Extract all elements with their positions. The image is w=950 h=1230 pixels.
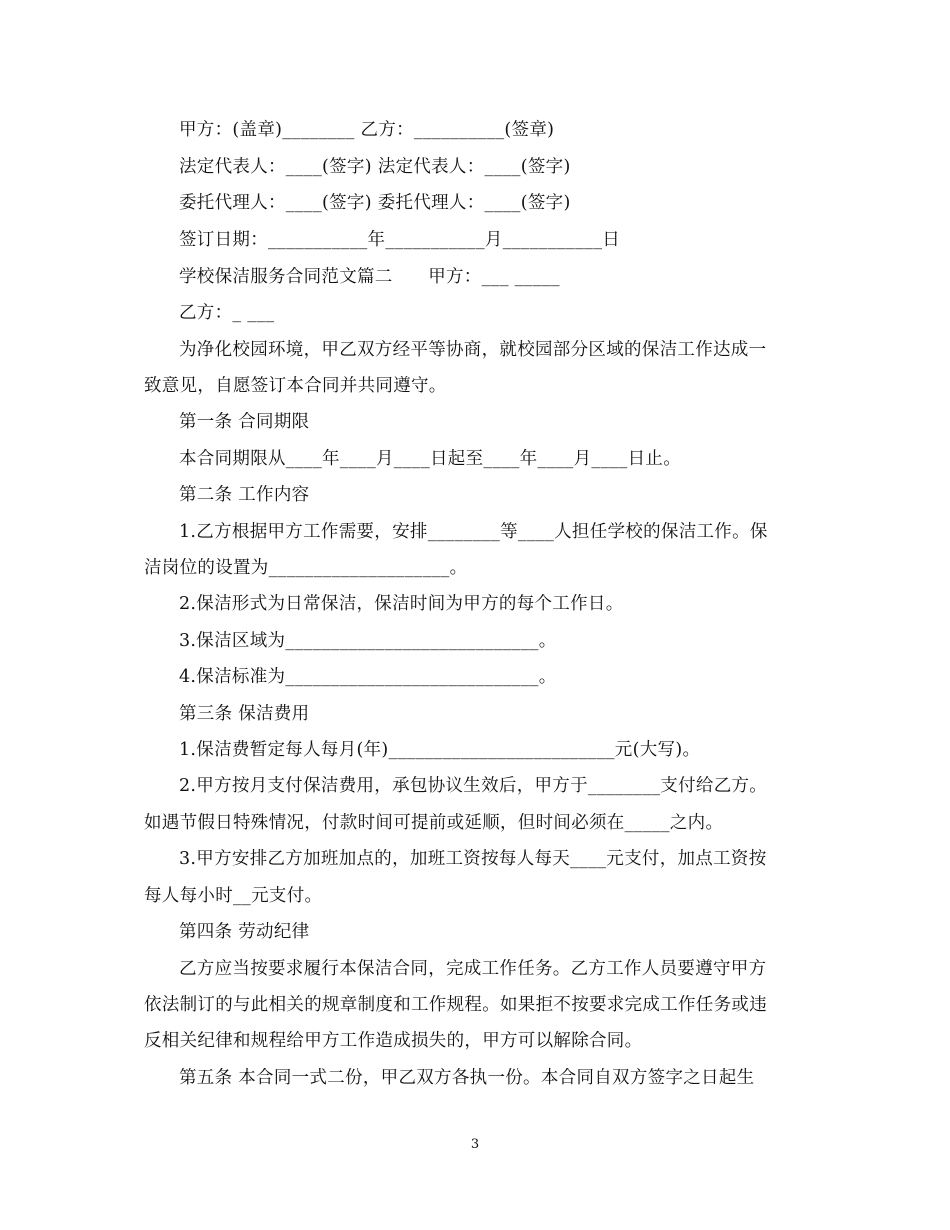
signature-line-authorized-agent: 委托代理人：____(签字) 委托代理人：____(签字): [179, 193, 571, 213]
paragraph-line: 3.甲方安排乙方加班加点的，加班工资按每人每天____元支付，加点工资按: [179, 849, 767, 869]
article-heading: 第四条 劳动纪律: [179, 922, 310, 942]
paragraph-line: 每人每小时__元支付。: [144, 886, 323, 906]
article-heading: 第二条 工作内容: [179, 485, 310, 505]
article-heading: 第一条 合同期限: [179, 412, 310, 432]
paragraph-line: 1.乙方根据甲方工作需要，安排________等____人担任学校的保洁工作。保: [179, 522, 768, 542]
paragraph-line: 1.保洁费暂定每人每月(年)_________________________元(大写)。: [179, 740, 701, 760]
signature-line-legal-representative: 法定代表人：____(签字) 法定代表人：____(签字): [179, 157, 571, 177]
party-b-line: 乙方：_ ___: [179, 303, 275, 323]
paragraph-line: 依法制订的与此相关的规章制度和工作规程。如果拒不按要求完成工作任务或违: [144, 995, 767, 1015]
signing-date-line: 签订日期：___________年___________月___________日: [179, 230, 621, 250]
paragraph-line: 3.保洁区域为____________________________。: [179, 631, 557, 651]
paragraph-line: 2.保洁形式为日常保洁，保洁时间为甲方的每个工作日。: [179, 594, 624, 614]
paragraph-line: 为净化校园环境，甲乙双方经平等协商，就校园部分区域的保洁工作达成一: [179, 340, 767, 360]
paragraph-line: 乙方应当按要求履行本保洁合同，完成工作任务。乙方工作人员要遵守甲方: [179, 959, 767, 979]
paragraph-line: 4.保洁标准为____________________________。: [179, 667, 557, 687]
paragraph-line: 第五条 本合同一式二份，甲乙双方各执一份。本合同自双方签字之日起生: [179, 1068, 755, 1088]
paragraph-line: 洁岗位的设置为____________________。: [144, 558, 468, 578]
paragraph-line: 本合同期限从____年____月____日起至____年____月____日止。: [179, 449, 681, 469]
paragraph-line: 致意见，自愿签订本合同并共同遵守。: [144, 376, 447, 396]
article-heading: 第三条 保洁费用: [179, 704, 310, 724]
page-number: 3: [470, 1137, 480, 1152]
paragraph-line: 如遇节假日特殊情况，付款时间可提前或延顺，但时间必须在_____之内。: [144, 813, 724, 833]
section-title-line: 学校保洁服务合同范文篇二 甲方：___ _____: [179, 267, 560, 287]
paragraph-line: 反相关纪律和规程给甲方工作造成损失的，甲方可以解除合同。: [144, 1031, 643, 1051]
paragraph-line: 2.甲方按月支付保洁费用，承包协议生效后，甲方于________支付给乙方。: [179, 776, 768, 796]
signature-line-parties: 甲方：(盖章)________ 乙方：__________(签章): [179, 120, 555, 140]
